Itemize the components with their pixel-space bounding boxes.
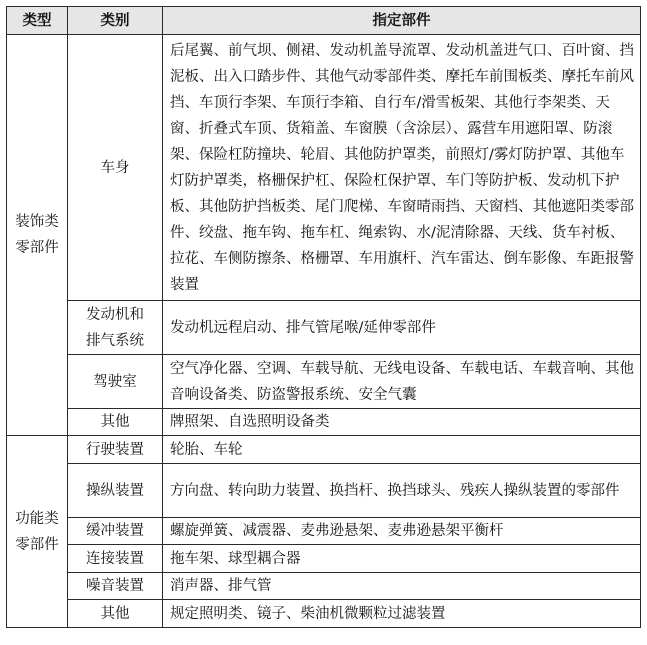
table-row [7,518,641,545]
parts-cell: 螺旋弹簧、减震器、麦弗逊悬架、麦弗逊悬架平衡杆 [163,518,641,545]
table-row [7,545,641,573]
parts-table [6,6,641,628]
table-row [7,355,641,409]
category-cell [68,355,163,409]
table-row [7,35,641,301]
category-label: 车身 [100,159,130,176]
table-row [7,301,641,355]
category-cell [68,573,163,600]
type-label-line1: 装饰类 [15,214,59,230]
category-label: 噪音装置 [86,578,144,594]
parts-cell: 拖车架、球型耦合器 [163,545,641,573]
type-label-line2: 零部件 [15,536,59,553]
parts-cell: 发动机远程启动、排气管尾喉/延伸零部件 [163,301,641,355]
header-parts: 指定部件 [163,7,641,35]
table-row [7,600,641,628]
parts-cell: 空气净化器、空调、车载导航、无线电设备、车载电话、车载音响、其他音响设备类、防盗警报系统、安全气囊 [163,355,641,409]
parts-cell: 规定照明类、镜子、柴油机微颗粒过滤装置 [163,600,641,628]
category-label: 缓冲装置 [86,523,144,539]
table-row [7,436,641,464]
category-cell [68,518,163,545]
category-cell [68,464,163,518]
category-label: 其他 [100,605,130,622]
category-label-line1: 发动机和 [86,306,144,323]
parts-cell: 后尾翼、前气坝、侧裙、发动机盖导流罩、发动机盖进气口、百叶窗、挡泥板、出入口踏步件、其他气动零部件类、摩托车前围板类、摩托车前风挡、车顶行李架、车顶行李箱、自行车/滑雪板架、其他行李架类、天窗、折叠式车顶、货箱盖、车窗膜（含涂层）、露营车用遮阳罩、防滚架、保险杠防撞块、轮眉、其他防护罩类，前照灯/雾灯防护罩、其他车灯防护罩类，格栅保护杠、保险杠保护罩、车门等防护板、发动机下护板、其他防护挡板类、尾门爬梯、车窗晴雨挡、天窗档、其他遮阳类零部件、绞盘、拖车钩、拖车杠、绳索钩、水/泥清除器、天线、货车衬板、拉花、车侧防擦条、格栅罩、车用旗杆、汽车雷达、倒车影像、车距报警装置 [163,35,641,301]
category-label: 操纵装置 [86,482,144,499]
category-cell [68,436,163,464]
table-row [7,573,641,600]
category-label: 驾驶室 [93,373,137,390]
category-label: 行驶装置 [86,441,144,458]
parts-cell: 轮胎、车轮 [163,436,641,464]
category-cell [68,600,163,628]
category-label: 其他 [100,414,130,430]
header-category: 类别 [68,7,163,35]
type-label-line1: 功能类 [15,510,59,527]
type-cell-functional [7,436,68,628]
table-row [7,464,641,518]
category-cell [68,35,163,301]
header-type: 类型 [7,7,68,35]
parts-cell: 方向盘、转向助力装置、换挡杆、换挡球头、残疾人操纵装置的零部件 [163,464,641,518]
category-label: 连接装置 [86,550,144,567]
parts-cell: 消声器、排气管 [163,573,641,600]
category-cell [68,409,163,436]
type-label-line2: 零部件 [15,240,59,256]
parts-cell: 牌照架、自选照明设备类 [163,409,641,436]
table-header-row [7,7,641,35]
table-row [7,409,641,436]
category-cell [68,301,163,355]
type-cell-decorative [7,35,68,436]
parts-table-container [6,6,640,628]
category-cell [68,545,163,573]
category-label-line2: 排气系统 [86,332,144,349]
